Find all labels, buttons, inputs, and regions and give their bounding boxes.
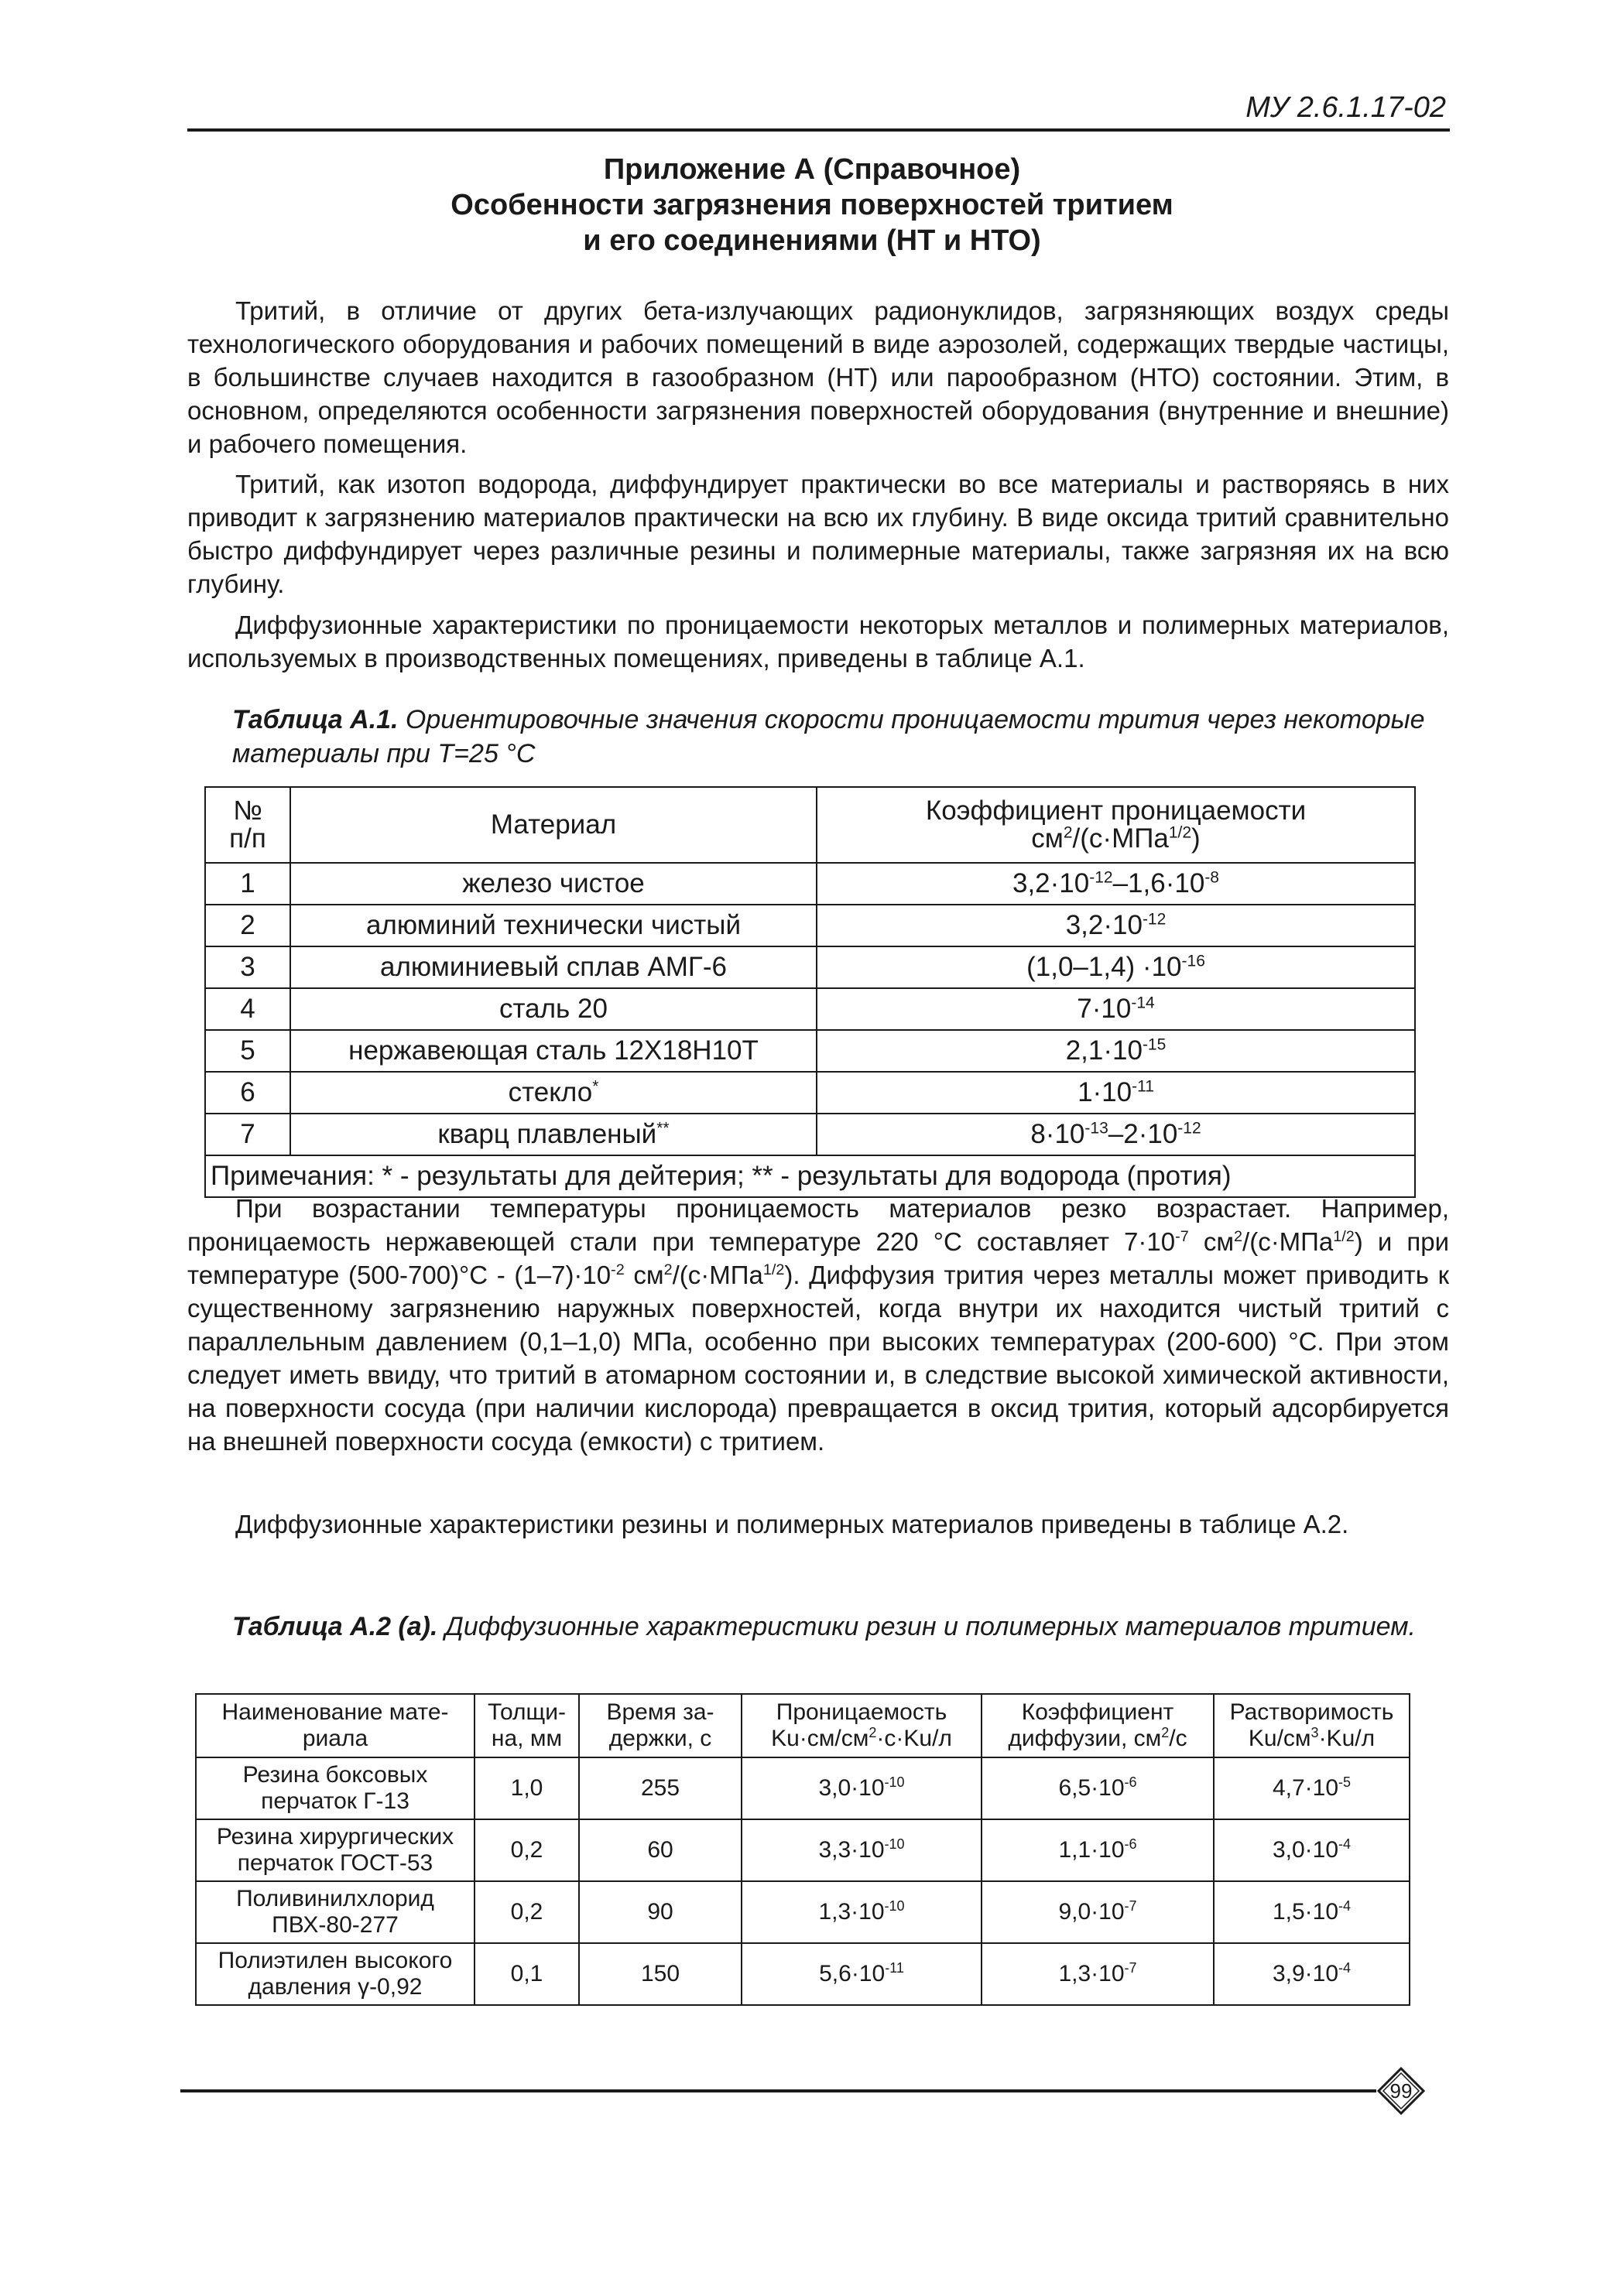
material-name-line2: ПВХ-80-277 <box>272 1912 399 1938</box>
delay-time: 150 <box>579 1943 742 2005</box>
table-row <box>205 988 1415 1030</box>
appendix-title: Приложение А (Справочное) <box>603 153 1021 186</box>
paragraph-4-part6: /(с·МПа <box>672 1261 763 1289</box>
header-num-line1: № <box>233 796 262 826</box>
paragraph-4-part1: При возрастании температуры проницаемость материалов резко возрастает. Например, проницаемость нержавеющей стали при температуре 220 °С составляет 7·10 <box>187 1194 1449 1256</box>
header-thick-line1: Толщи- <box>488 1699 566 1725</box>
header-diff-unit-a: диффузии, см <box>1008 1726 1162 1751</box>
coef-mantissa-1: 2,1·10 <box>1065 1035 1143 1066</box>
table1-caption <box>232 703 1448 771</box>
header-coef-unit-sup1: 2 <box>1063 823 1073 842</box>
permeability-coef <box>817 988 1415 1030</box>
footer-rule <box>180 2089 1376 2092</box>
coef-exponent-1: -14 <box>1131 994 1155 1012</box>
solubility <box>1214 1881 1410 1943</box>
table-row <box>196 1819 1410 1881</box>
material-name <box>196 1757 475 1819</box>
material-text: сталь 20 <box>499 994 608 1024</box>
section-title-line2: и его соединениями (НТ и НТО) <box>583 224 1041 257</box>
material-name-line2: давления γ-0,92 <box>248 1974 423 2000</box>
material-name <box>196 1943 475 2005</box>
paragraph-2-text: Тритий, как изотоп водорода, диффундирует практически во все материалы и растворяясь в них приводит к загрязнению материалов практически на всю их глубину. В виде оксида тритий сравнительно быстро диффундирует через различные резины и полимерные материалы, также загрязняя их на всю глубину. <box>187 470 1449 598</box>
paragraph-4 <box>187 1192 1449 1458</box>
document-code: МУ 2.6.1.17-02 <box>1245 91 1446 124</box>
material-name-line2: перчаток Г-13 <box>261 1788 409 1814</box>
permeability-coef <box>817 1072 1415 1114</box>
table2-header-permeability <box>742 1694 982 1757</box>
paragraph-3 <box>187 608 1449 675</box>
permeability-mantissa: 3,3·10 <box>818 1837 885 1863</box>
permeability-coef <box>817 946 1415 988</box>
table2-caption <box>232 1610 1448 1644</box>
material-name <box>290 905 817 946</box>
permeability-mantissa: 3,0·10 <box>818 1775 885 1801</box>
permeability-coef <box>817 905 1415 946</box>
paragraph-5-text: Диффузионные характеристики резины и полимерных материалов приведены в таблице А.2. <box>235 1510 1349 1538</box>
header-time-line1: Время за- <box>606 1699 714 1725</box>
paragraph-4-part2: см <box>1188 1227 1235 1256</box>
material-name <box>290 988 817 1030</box>
material-footnote-mark: * <box>592 1077 599 1096</box>
material-text: алюминиевый сплав АМГ-6 <box>380 952 727 982</box>
header-coef-unit-a: см <box>1031 823 1064 854</box>
paragraph-3-text: Диффузионные характеристики по проницаемости некоторых металлов и полимерных материалов, используемых в производственных помещениях, приведены в таблице А.1. <box>187 611 1449 672</box>
coef-exponent-2: -12 <box>1177 1119 1201 1138</box>
material-name <box>196 1881 475 1943</box>
diffusion-coef <box>982 1757 1214 1819</box>
header-perm-line1: Проницаемость <box>776 1699 947 1725</box>
coef-exponent-2: -8 <box>1204 868 1219 887</box>
material-text: алюминий технически чистый <box>365 910 742 940</box>
table2-header-diffusion <box>982 1694 1214 1757</box>
row-number: 1 <box>205 863 290 905</box>
page-number: 99 <box>1389 2079 1413 2103</box>
rubber-polymer-table <box>195 1693 1410 2006</box>
paragraph-4-part4: ) и при температуре (500-700)°С - (1–7)·10 <box>187 1227 1450 1289</box>
table2-caption-text: Диффузионные характеристики резин и полимерных материалов тритием. <box>437 1612 1416 1641</box>
row-number: 2 <box>205 905 290 946</box>
paragraph-4-sup2: 2 <box>1234 1228 1243 1245</box>
material-name-line1: Полиэтилен высокого <box>218 1948 453 1973</box>
paragraph-4-sup1: -7 <box>1175 1228 1189 1245</box>
solubility-mantissa: 3,0·10 <box>1272 1837 1339 1863</box>
table2-header-solubility <box>1214 1694 1410 1757</box>
header-name-line2: риала <box>302 1726 368 1751</box>
material-name <box>290 863 817 905</box>
coef-mantissa-1: 7·10 <box>1077 994 1132 1024</box>
coef-mantissa-2: –2·10 <box>1108 1119 1178 1149</box>
permeability <box>742 1757 982 1819</box>
header-rule <box>187 128 1450 132</box>
header-thick-line2: на, мм <box>491 1726 563 1751</box>
header-sol-unit-sup: 3 <box>1311 1725 1319 1740</box>
table1-caption-label: Таблица А.1. <box>232 705 399 734</box>
header-sol-line1: Растворимость <box>1229 1699 1394 1725</box>
table2-header-name <box>196 1694 475 1757</box>
diffusion-coef-mantissa: 1,3·10 <box>1058 1961 1125 1986</box>
table2-caption-label: Таблица А.2 (а). <box>232 1612 438 1641</box>
paragraph-4-part5: см <box>624 1261 664 1289</box>
solubility-mantissa: 3,9·10 <box>1272 1961 1339 1986</box>
solubility <box>1214 1943 1410 2005</box>
paragraph-1-text: Тритий, в отличие от других бета-излучающих радионуклидов, загрязняющих воздух среды технологического оборудования и рабочих помещений в виде аэрозолей, содержащих твердые частицы, в большинстве случаев находится в газообразном (НТ) или парообразном (НТО) состоянии. Этим, в основном, определяются особенности загрязнения поверхностей оборудования (внутренние и внешние) и рабочего помещения. <box>187 296 1449 458</box>
diffusion-coef <box>982 1881 1214 1943</box>
material-footnote-mark: ** <box>656 1119 670 1138</box>
solubility-mantissa: 1,5·10 <box>1272 1899 1339 1925</box>
coef-mantissa-1: 8·10 <box>1030 1119 1085 1149</box>
diffusion-coef <box>982 1943 1214 2005</box>
header-sol-unit-b: ·Ku/л <box>1318 1726 1376 1751</box>
appendix-titles <box>186 152 1438 258</box>
table-row <box>205 1114 1415 1155</box>
table1-header-num <box>205 787 290 863</box>
table-row <box>196 1943 1410 2005</box>
header-diff-line1: Коэффициент <box>1021 1699 1174 1725</box>
diffusion-coef-exponent: -6 <box>1124 1774 1137 1790</box>
permeability-exponent: -10 <box>884 1774 905 1790</box>
row-number: 6 <box>205 1072 290 1114</box>
diffusion-coef <box>982 1819 1214 1881</box>
thickness: 0,2 <box>475 1819 579 1881</box>
material-name-line1: Резина хирургических <box>216 1824 454 1849</box>
paragraph-2 <box>187 467 1449 601</box>
header-diff-unit-sup: 2 <box>1161 1725 1170 1740</box>
paragraph-1 <box>187 294 1449 460</box>
table2-header-thickness <box>475 1694 579 1757</box>
table-row <box>196 1881 1410 1943</box>
header-coef-unit-c: ) <box>1191 823 1201 854</box>
material-text: нержавеющая сталь 12Х18Н10Т <box>348 1035 759 1066</box>
coef-mantissa-1: 3,2·10 <box>1065 910 1143 940</box>
section-title-line1: Особенности загрязнения поверхностей тритием <box>451 189 1173 221</box>
coef-mantissa-1: 1·10 <box>1078 1077 1132 1107</box>
material-name-line2: перчаток ГОСТ-53 <box>237 1850 433 1876</box>
diffusion-coef-mantissa: 6,5·10 <box>1058 1775 1125 1801</box>
paragraph-4-sup3: 1/2 <box>1333 1228 1355 1245</box>
paragraph-4-sup4: -2 <box>611 1261 625 1278</box>
coef-exponent-1: -13 <box>1084 1119 1108 1138</box>
diffusion-coef-exponent: -7 <box>1124 1898 1137 1914</box>
header-perm-unit-sup: 2 <box>869 1725 877 1740</box>
paragraph-4-part7: ). Диффузия трития через металлы может приводить к существенному загрязнению наружных поверхностей, когда внутри их находится чистый тритий с параллельным давлением (0,1–1,0) МПа, особенно при высоких температурах (200-600) °С. При этом следует иметь ввиду, что тритий в атомарном состоянии и, в следствие высокой химической активности, на поверхности сосуда (при наличии кислорода) превращается в оксид трития, который адсорбируется на внешней поверхности сосуда (емкости) с тритием. <box>187 1261 1450 1456</box>
paragraph-4-sup5: 2 <box>663 1261 673 1278</box>
thickness: 1,0 <box>475 1757 579 1819</box>
material-name <box>196 1819 475 1881</box>
material-name-line1: Поливинилхлорид <box>236 1886 434 1911</box>
solubility-exponent: -4 <box>1338 1836 1352 1852</box>
header-sol-unit-a: Ku/см <box>1248 1726 1311 1751</box>
coef-mantissa-1: 3,2·10 <box>1012 868 1090 898</box>
table1-header-coef <box>817 787 1415 863</box>
coef-mantissa-1: (1,0–1,4) ·10 <box>1026 952 1182 982</box>
page-number-badge <box>1376 2066 1426 2116</box>
solubility <box>1214 1819 1410 1881</box>
solubility-mantissa: 4,7·10 <box>1272 1775 1339 1801</box>
material-name <box>290 1114 817 1155</box>
table-row <box>205 905 1415 946</box>
table1-note-row <box>205 1155 1415 1197</box>
permeability-coef <box>817 863 1415 905</box>
paragraph-4-sup6: 1/2 <box>762 1261 785 1278</box>
table1-caption-text: Ориентировочные значения скорости проницаемости трития через некоторые материалы при Т=25 °С <box>232 705 1425 768</box>
header-coef-line1: Коэффициент проницаемости <box>925 796 1307 826</box>
solubility-exponent: -5 <box>1338 1774 1352 1790</box>
table-row <box>196 1757 1410 1819</box>
coef-mantissa-2: –1,6·10 <box>1112 868 1205 898</box>
permeability-table <box>204 786 1416 1198</box>
header-name-line1: Наименование мате- <box>221 1699 449 1725</box>
header-perm-unit-b: ·с·Ku/л <box>876 1726 952 1751</box>
row-number: 7 <box>205 1114 290 1155</box>
paragraph-5 <box>187 1507 1449 1541</box>
material-name <box>290 1072 817 1114</box>
solubility-exponent: -4 <box>1338 1898 1352 1914</box>
permeability-exponent: -10 <box>884 1898 905 1914</box>
thickness: 0,2 <box>475 1881 579 1943</box>
table-row <box>205 1030 1415 1072</box>
permeability-coef <box>817 1114 1415 1155</box>
permeability <box>742 1881 982 1943</box>
table2-header-row <box>196 1694 1410 1757</box>
header-perm-unit-a: Ku·см/см <box>771 1726 869 1751</box>
table2-header-time <box>579 1694 742 1757</box>
table1-header-row <box>205 787 1415 863</box>
diffusion-coef-mantissa: 1,1·10 <box>1058 1837 1125 1863</box>
permeability-exponent: -10 <box>884 1836 905 1852</box>
coef-exponent-1: -16 <box>1181 952 1205 970</box>
material-text: стекло <box>508 1077 593 1107</box>
coef-exponent-1: -12 <box>1089 868 1113 887</box>
header-coef-unit-b: /(с·МПа <box>1072 823 1169 854</box>
coef-exponent-1: -12 <box>1142 910 1167 929</box>
diffusion-coef-exponent: -6 <box>1124 1836 1137 1852</box>
material-name <box>290 946 817 988</box>
material-text: железо чистое <box>462 868 645 898</box>
row-number: 5 <box>205 1030 290 1072</box>
header-num-line2: п/п <box>229 823 266 854</box>
solubility <box>1214 1757 1410 1819</box>
coef-exponent-1: -11 <box>1132 1077 1154 1096</box>
permeability <box>742 1943 982 2005</box>
delay-time: 60 <box>579 1819 742 1881</box>
permeability-coef <box>817 1030 1415 1072</box>
coef-exponent-1: -15 <box>1142 1035 1167 1054</box>
solubility-exponent: -4 <box>1338 1960 1352 1976</box>
thickness: 0,1 <box>475 1943 579 2005</box>
table-row <box>205 1072 1415 1114</box>
table-row <box>205 946 1415 988</box>
material-name <box>290 1030 817 1072</box>
row-number: 3 <box>205 946 290 988</box>
diffusion-coef-exponent: -7 <box>1124 1960 1137 1976</box>
header-coef-unit-sup2: 1/2 <box>1168 823 1192 842</box>
delay-time: 255 <box>579 1757 742 1819</box>
permeability-mantissa: 1,3·10 <box>818 1899 885 1925</box>
diffusion-coef-mantissa: 9,0·10 <box>1058 1899 1125 1925</box>
permeability-mantissa: 5,6·10 <box>819 1961 886 1986</box>
table1-header-material: Материал <box>290 787 817 863</box>
header-diff-unit-b: /с <box>1169 1726 1187 1751</box>
material-name-line1: Резина боксовых <box>242 1762 428 1788</box>
table1-note: Примечания: * - результаты для дейтерия; ** - результаты для водорода (протия) <box>205 1155 1415 1197</box>
permeability-exponent: -11 <box>885 1960 904 1976</box>
paragraph-4-part3: /(с·МПа <box>1242 1227 1334 1256</box>
header-time-line2: держки, с <box>608 1726 712 1751</box>
permeability <box>742 1819 982 1881</box>
table-row <box>205 863 1415 905</box>
delay-time: 90 <box>579 1881 742 1943</box>
material-text: кварц плавленый <box>437 1119 657 1149</box>
row-number: 4 <box>205 988 290 1030</box>
